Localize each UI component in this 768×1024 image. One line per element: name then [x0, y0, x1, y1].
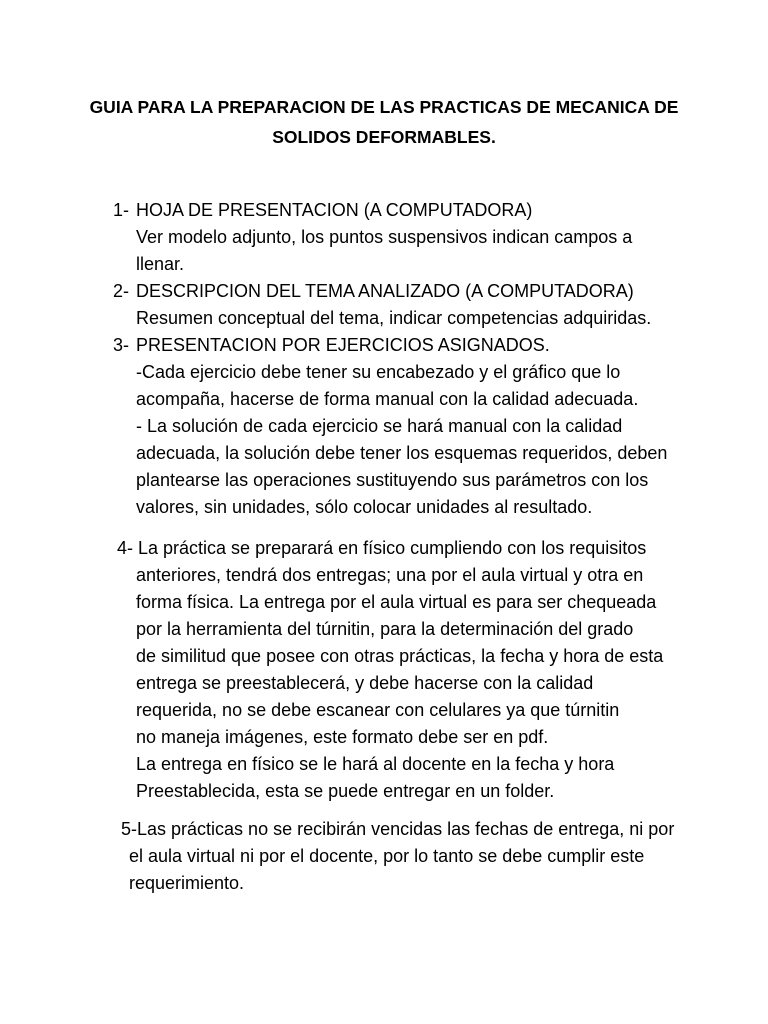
item-1-line: llenar. [136, 254, 185, 274]
item-4-line: Preestablecida, esta se puede entregar en un folder. [136, 781, 555, 801]
list-item-3 [113, 332, 733, 521]
item-3-heading: PRESENTACION POR EJERCICIOS ASIGNADOS. [136, 335, 550, 355]
item-5-line: requerimiento. [129, 873, 245, 893]
item-5-line-first: 5-Las prácticas no se recibirán vencidas las fechas de entrega, ni por [121, 819, 675, 839]
list-item-4 [117, 535, 737, 805]
item-4-line: entrega se preestablecerá, y debe hacerse con la calidad [136, 673, 594, 693]
item-3-line: adecuada, la solución debe tener los esquemas requeridos, deben [136, 443, 668, 463]
item-1-number: 1- [113, 200, 130, 220]
list-item-1 [113, 197, 713, 278]
title-line-2: SOLIDOS DEFORMABLES. [272, 127, 496, 147]
item-3-line: -Cada ejercicio debe tener su encabezado y el gráfico que lo [136, 362, 621, 382]
item-4-line: por la herramienta del túrnitin, para la determinación del grado [136, 619, 634, 639]
item-4-line: anteriores, tendrá dos entregas; una por el aula virtual y otra en [136, 565, 644, 585]
item-4-line: no maneja imágenes, este formato debe ser en pdf. [136, 727, 549, 747]
item-3-line: plantearse las operaciones sustituyendo sus parámetros con los [136, 470, 649, 490]
item-4-line: forma física. La entrega por el aula virtual es para ser chequeada [136, 592, 657, 612]
item-2-number: 2- [113, 281, 130, 301]
item-5-line: el aula virtual ni por el docente, por lo tanto se debe cumplir este [129, 846, 645, 866]
document-title [60, 92, 708, 152]
item-4-line-first: 4- La práctica se preparará en físico cumpliendo con los requisitos [117, 538, 647, 558]
item-3-line: acompaña, hacerse de forma manual con la calidad adecuada. [136, 389, 639, 409]
item-1-line: Ver modelo adjunto, los puntos suspensivos indican campos a [136, 227, 633, 247]
item-1-heading: HOJA DE PRESENTACION (A COMPUTADORA) [136, 200, 533, 220]
item-4-line: requerida, no se debe escanear con celulares ya que túrnitin [136, 700, 620, 720]
title-line-1: GUIA PARA LA PREPARACION DE LAS PRACTICAS DE MECANICA DE [89, 97, 679, 117]
item-2-heading: DESCRIPCION DEL TEMA ANALIZADO (A COMPUTADORA) [136, 281, 634, 301]
list-item-2 [113, 278, 713, 332]
item-3-line: valores, sin unidades, sólo colocar unidades al resultado. [136, 497, 593, 517]
list-item-5 [121, 816, 751, 897]
item-4-line: de similitud que posee con otras prácticas, la fecha y hora de esta [136, 646, 664, 666]
item-4-line: La entrega en físico se le hará al docente en la fecha y hora [136, 754, 615, 774]
item-2-line: Resumen conceptual del tema, indicar competencias adquiridas. [136, 308, 652, 328]
item-3-number: 3- [113, 335, 130, 355]
item-3-line: - La solución de cada ejercicio se hará manual con la calidad [136, 416, 623, 436]
